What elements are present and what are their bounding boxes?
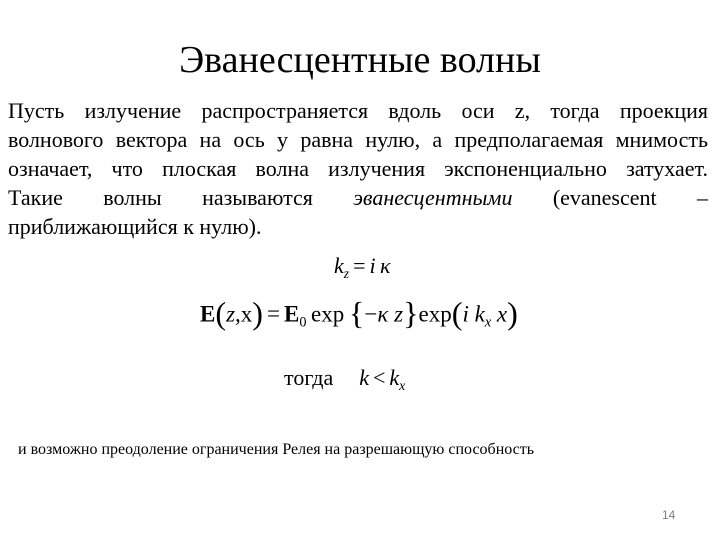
formula2-x: x [240, 301, 253, 327]
body-paragraph [8, 96, 708, 241]
formula2-E0: E [283, 301, 300, 327]
formula2-paren-open: ( [215, 295, 227, 331]
rayleigh-note: и возможно преодоление ограничения Релея на разрешающую способность [18, 441, 535, 458]
formula2-brace-open: { [348, 295, 365, 331]
formula3-kx: k [389, 365, 400, 390]
paragraph-line-1: Пусть излучение распространяется вдоль оси z, тогда проекция [8, 98, 708, 123]
formula2-brace-close: } [403, 295, 419, 331]
formula2-E: E [200, 301, 216, 327]
formula1-eq: = [353, 253, 366, 278]
formula1-k: k [334, 253, 344, 278]
formula3-kx-sub: x [399, 377, 406, 393]
page-number: 14 [662, 508, 676, 522]
formula3-lt: < [372, 365, 386, 390]
formula-condition [284, 362, 405, 402]
formula2-paren-close: ) [252, 295, 263, 331]
formula-kz [334, 250, 391, 290]
paragraph-line-3: означает, что плоская волна излучения экспоненциально затухает. [8, 156, 708, 181]
formula2-paren2-close: ) [507, 295, 518, 331]
paragraph-line-2: волнового вектора на ось y равна нулю, а предполагаемая мнимость [8, 127, 708, 152]
formula2-x2: x [496, 301, 508, 327]
formula2-k: k [474, 301, 485, 327]
formula2-exp1: exp [311, 301, 345, 327]
formula2-E0-sub: 0 [299, 314, 307, 331]
formula2-kappa: κ [377, 301, 389, 327]
paragraph-line-4 [8, 183, 708, 212]
formula-field [200, 296, 518, 339]
formula2-z2: z [394, 301, 404, 327]
formula2-paren2-open: ( [451, 295, 463, 331]
formula1-k-sub: z [343, 265, 350, 281]
formula2-i: i [462, 301, 469, 327]
evanescent-term: эванесцентными [353, 185, 513, 210]
formula2-eq: = [266, 301, 280, 327]
formula2-exp2: exp [418, 301, 452, 327]
formula2-k-sub: x [484, 314, 492, 331]
paragraph-line-5: приближающийся к нулю). [8, 214, 262, 239]
formula1-i: i [369, 253, 376, 278]
line4-suffix: (evanescent – [552, 185, 708, 210]
formula2-z: z [226, 301, 236, 327]
formula2-neg: − [364, 301, 378, 327]
line4-prefix: Такие волны называются [8, 185, 313, 210]
formula1-kappa: κ [380, 253, 391, 278]
formula2-comma: , [235, 301, 241, 327]
slide-title: Эванесцентные волны [179, 39, 541, 81]
formula3-k: k [359, 365, 369, 390]
formula3-word: тогда [284, 365, 334, 390]
